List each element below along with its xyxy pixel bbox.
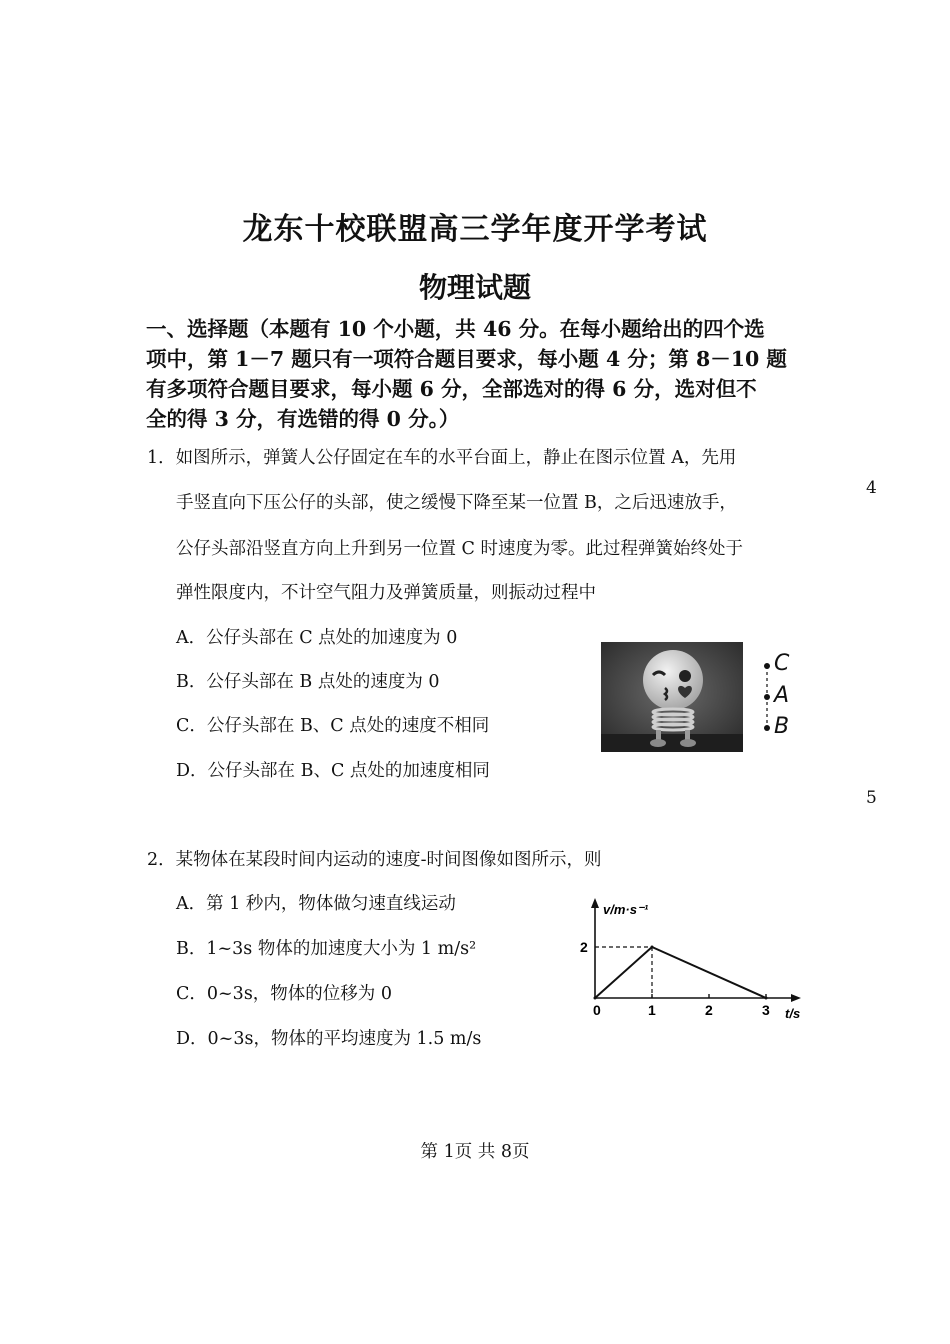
x-tick-label: 2 [705,1002,713,1018]
q1-stem-line: 公仔头部沿竖直方向上升到另一位置 C 时速度为零。此过程弹簧始终处于 [176,539,744,559]
x-tick-label: 3 [762,1002,770,1018]
q2-stem: 2．某物体在某段时间内运动的速度-时间图像如图所示，则 [147,850,602,870]
section-header-line: 项中，第 1－7 题只有一项符合题目要求，每小题 4 分；第 8－10 题 [146,347,787,371]
x-tick-label: 1 [648,1002,656,1018]
x-tick-label: 0 [593,1002,601,1018]
y-axis-arrow [591,898,599,908]
q2-option-c: C．0~3s，物体的位移为 0 [176,984,392,1004]
section-header-line: 一、选择题（本题有 10 个小题，共 46 分。在每小题给出的四个选 [146,317,765,341]
velocity-line-segment [652,947,766,998]
velocity-line-segment [595,947,652,998]
y-axis-label: v/m·s⁻¹ [603,902,649,917]
data-point [651,946,654,949]
point-b-label: B [774,714,790,739]
margin-number: 4 [866,478,877,498]
exam-subtitle: 物理试题 [418,271,531,304]
x-axis-arrow [791,994,801,1002]
y-tick-label: 2 [580,939,588,955]
data-point [765,997,768,1000]
q1-option-c: C．公仔头部在 B、C 点处的速度不相同 [176,716,490,736]
q1-stem-line: 1．如图所示，弹簧人公仔固定在车的水平台面上，静止在图示位置 A，先用 [147,448,737,468]
point-c-label: C [774,651,790,676]
point-a-dot [764,694,770,700]
section-header [146,314,826,434]
point-b-dot [764,725,770,731]
section-header-line: 有多项符合题目要求，每小题 6 分，全部选对的得 6 分，选对但不 [146,377,757,401]
page-footer: 第 1页 共 8页 [420,1142,530,1162]
vt-graph [570,892,810,1032]
q1-stem-line: 手竖直向下压公仔的头部，使之缓慢下降至某一位置 B，之后迅速放手， [176,493,737,513]
data-point [594,997,597,1000]
section-header-line: 全的得 3 分，有选错的得 0 分。） [146,407,460,431]
q1-option-a: A．公仔头部在 C 点处的加速度为 0 [176,628,458,648]
point-c-dot [764,663,770,669]
margin-number: 5 [866,788,877,808]
spring-toy-photo [601,642,743,752]
q1-option-b: B．公仔头部在 B 点处的速度为 0 [176,672,440,692]
q1-option-d: D．公仔头部在 B、C 点处的加速度相同 [176,761,490,781]
q2-option-a: A．第 1 秒内，物体做匀速直线运动 [176,894,456,914]
exam-title: 龙东十校联盟高三学年度开学考试 [242,212,708,247]
q2-option-d: D．0~3s，物体的平均速度为 1.5 m/s [176,1029,482,1049]
point-a-label: A [774,683,790,708]
x-axis-label: t/s [785,1006,801,1021]
q1-stem-line: 弹性限度内，不计空气阻力及弹簧质量，则振动过程中 [176,583,596,603]
q2-option-b: B．1~3s 物体的加速度大小为 1 m/s² [176,939,477,959]
position-markers [758,648,808,748]
